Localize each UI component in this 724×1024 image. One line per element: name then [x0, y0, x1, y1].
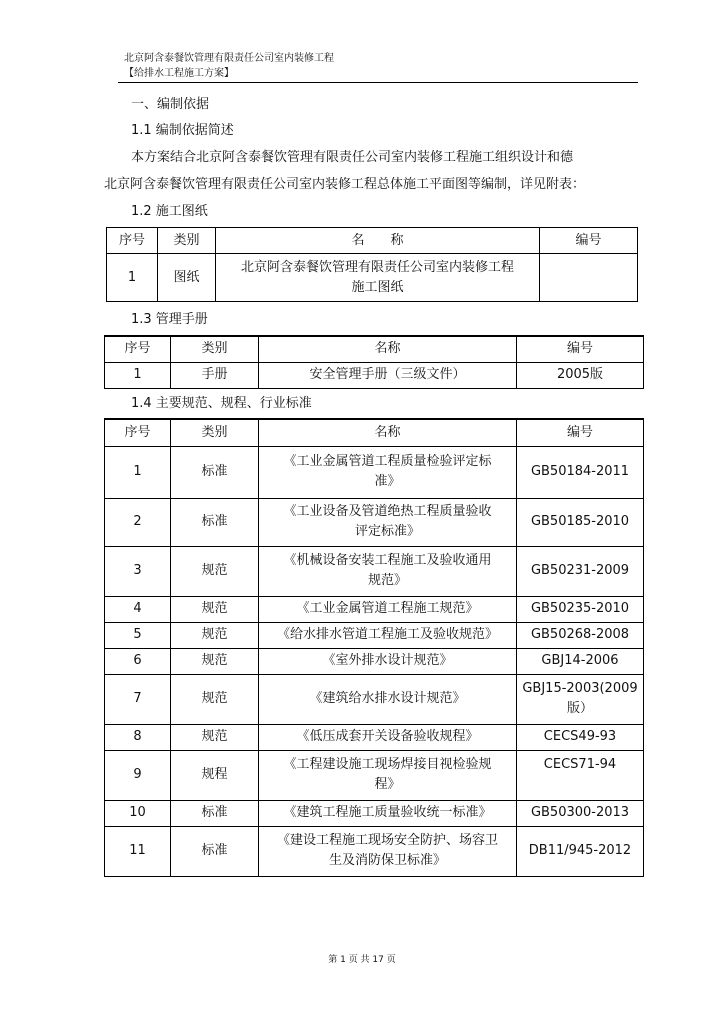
cell-no: 4 [105, 596, 171, 622]
cell-name: 《工业金属管道工程施工规范》 [259, 596, 517, 622]
header-cell: 类别 [171, 419, 259, 446]
cell-name [216, 254, 540, 302]
header-cell: 序号 [107, 228, 158, 254]
cell-type: 标准 [171, 446, 259, 498]
table-row [105, 674, 644, 724]
cell-code [517, 674, 644, 724]
table-row [105, 750, 644, 800]
subheading-1-2: 1.2 施工图纸 [131, 204, 208, 219]
table-header-row [105, 336, 644, 362]
cell-type: 标准 [171, 498, 259, 546]
cell-name-line1: 《机械设备安装工程施工及验收通用 [283, 553, 492, 568]
cell-name: 《低压成套开关设备验收规程》 [259, 724, 517, 750]
table-row [105, 724, 644, 750]
cell-no: 2 [105, 498, 171, 546]
table-header-row [107, 228, 638, 254]
header-cell: 编号 [540, 228, 638, 254]
cell-type: 规范 [171, 674, 259, 724]
cell-code: GB50184-2011 [517, 446, 644, 498]
subheading-1-3: 1.3 管理手册 [131, 312, 208, 327]
cell-name [259, 826, 517, 876]
page-footer: 第 1 页 共 17 页 [328, 955, 396, 965]
cell-name [259, 498, 517, 546]
table-row [105, 446, 644, 498]
cell-no: 8 [105, 724, 171, 750]
header-cell: 名称 [259, 336, 517, 362]
cell-type: 规范 [171, 546, 259, 596]
cell-type: 标准 [171, 800, 259, 826]
cell-name [259, 446, 517, 498]
cell-name: 安全管理手册（三级文件） [259, 362, 517, 388]
table-header-row [105, 419, 644, 446]
cell-no: 10 [105, 800, 171, 826]
cell-name-line1: 《工业金属管道工程质量检验评定标 [283, 454, 492, 469]
table-row [105, 826, 644, 876]
cell-code: GB50268-2008 [517, 622, 644, 648]
cell-name [259, 546, 517, 596]
table-row [105, 498, 644, 546]
table-row [105, 648, 644, 674]
cell-code: 2005版 [517, 362, 644, 388]
header-cell: 编号 [517, 336, 644, 362]
cell-no: 11 [105, 826, 171, 876]
cell-name [259, 750, 517, 800]
cell-type: 标准 [171, 826, 259, 876]
cell-name-line2: 生及消防保卫标准》 [328, 853, 446, 868]
table-row [105, 622, 644, 648]
cell-code-line2: 版） [566, 701, 593, 716]
cell-name-line2: 程》 [374, 777, 401, 792]
cell-type: 规范 [171, 622, 259, 648]
paragraph-line-1: 本方案结合北京阿含泰餐饮管理有限责任公司室内装修工程施工组织设计和德 [131, 150, 574, 165]
cell-no: 9 [105, 750, 171, 800]
cell-type: 规范 [171, 724, 259, 750]
table-row [105, 362, 644, 388]
header-project-title: 北京阿含泰餐饮管理有限责任公司室内装修工程 [124, 53, 334, 64]
cell-name-line1: 《建设工程施工现场安全防护、场容卫 [276, 833, 498, 848]
cell-name-line1: 北京阿含泰餐饮管理有限责任公司室内装修工程 [240, 259, 514, 275]
standards-table [104, 418, 644, 877]
header-cell: 类别 [171, 336, 259, 362]
cell-type: 规程 [171, 750, 259, 800]
cell-no: 5 [105, 622, 171, 648]
subheading-1-1: 1.1 编制依据简述 [131, 123, 234, 138]
cell-code [540, 254, 638, 302]
cell-name-line1: 《工程建设施工现场焊接目视检验规 [283, 757, 492, 772]
cell-code: DB11/945-2012 [517, 826, 644, 876]
header-cell: 名称 [259, 419, 517, 446]
header-cell: 类别 [158, 228, 216, 254]
subheading-1-4: 1.4 主要规范、规程、行业标准 [131, 396, 312, 411]
drawings-table [106, 227, 638, 302]
cell-code-line1: GBJ15-2003(2009 [522, 681, 638, 696]
cell-name-line1: 《工业设备及管道绝热工程质量验收 [283, 504, 492, 519]
paragraph-line-2: 北京阿含泰餐饮管理有限责任公司室内装修工程总体施工平面图等编制，详见附表： [104, 177, 586, 192]
table-row [105, 596, 644, 622]
cell-no: 1 [105, 362, 171, 388]
cell-code: GBJ14-2006 [517, 648, 644, 674]
cell-name-line2: 准》 [374, 474, 401, 489]
header-cell: 编号 [517, 419, 644, 446]
header-cell: 名 称 [216, 228, 540, 254]
header-doc-title: 【给排水工程施工方案】 [124, 68, 234, 79]
table-row [105, 546, 644, 596]
header-cell: 序号 [105, 419, 171, 446]
cell-name: 《建筑工程施工质量验收统一标准》 [259, 800, 517, 826]
cell-code: GB50300-2013 [517, 800, 644, 826]
cell-type: 图纸 [158, 254, 216, 302]
cell-code: CECS71-94 [517, 750, 644, 800]
cell-no: 1 [107, 254, 158, 302]
table-row [107, 254, 638, 302]
cell-name: 《室外排水设计规范》 [259, 648, 517, 674]
section-heading: 一、编制依据 [131, 97, 210, 112]
cell-type: 规范 [171, 648, 259, 674]
cell-name-line2: 规范》 [367, 573, 407, 588]
cell-name: 《给水排水管道工程施工及验收规范》 [259, 622, 517, 648]
cell-code: GB50185-2010 [517, 498, 644, 546]
cell-code: CECS49-93 [517, 724, 644, 750]
cell-no: 6 [105, 648, 171, 674]
header-cell: 序号 [105, 336, 171, 362]
table-row [105, 800, 644, 826]
cell-type: 规范 [171, 596, 259, 622]
cell-code: GB50231-2009 [517, 546, 644, 596]
cell-no: 3 [105, 546, 171, 596]
header-divider [118, 82, 638, 83]
cell-name-line2: 施工图纸 [351, 279, 404, 295]
cell-no: 7 [105, 674, 171, 724]
manual-table [104, 335, 644, 389]
cell-name-line2: 评定标准》 [354, 524, 420, 539]
cell-code: GB50235-2010 [517, 596, 644, 622]
cell-no: 1 [105, 446, 171, 498]
cell-type: 手册 [171, 362, 259, 388]
cell-name: 《建筑给水排水设计规范》 [259, 674, 517, 724]
